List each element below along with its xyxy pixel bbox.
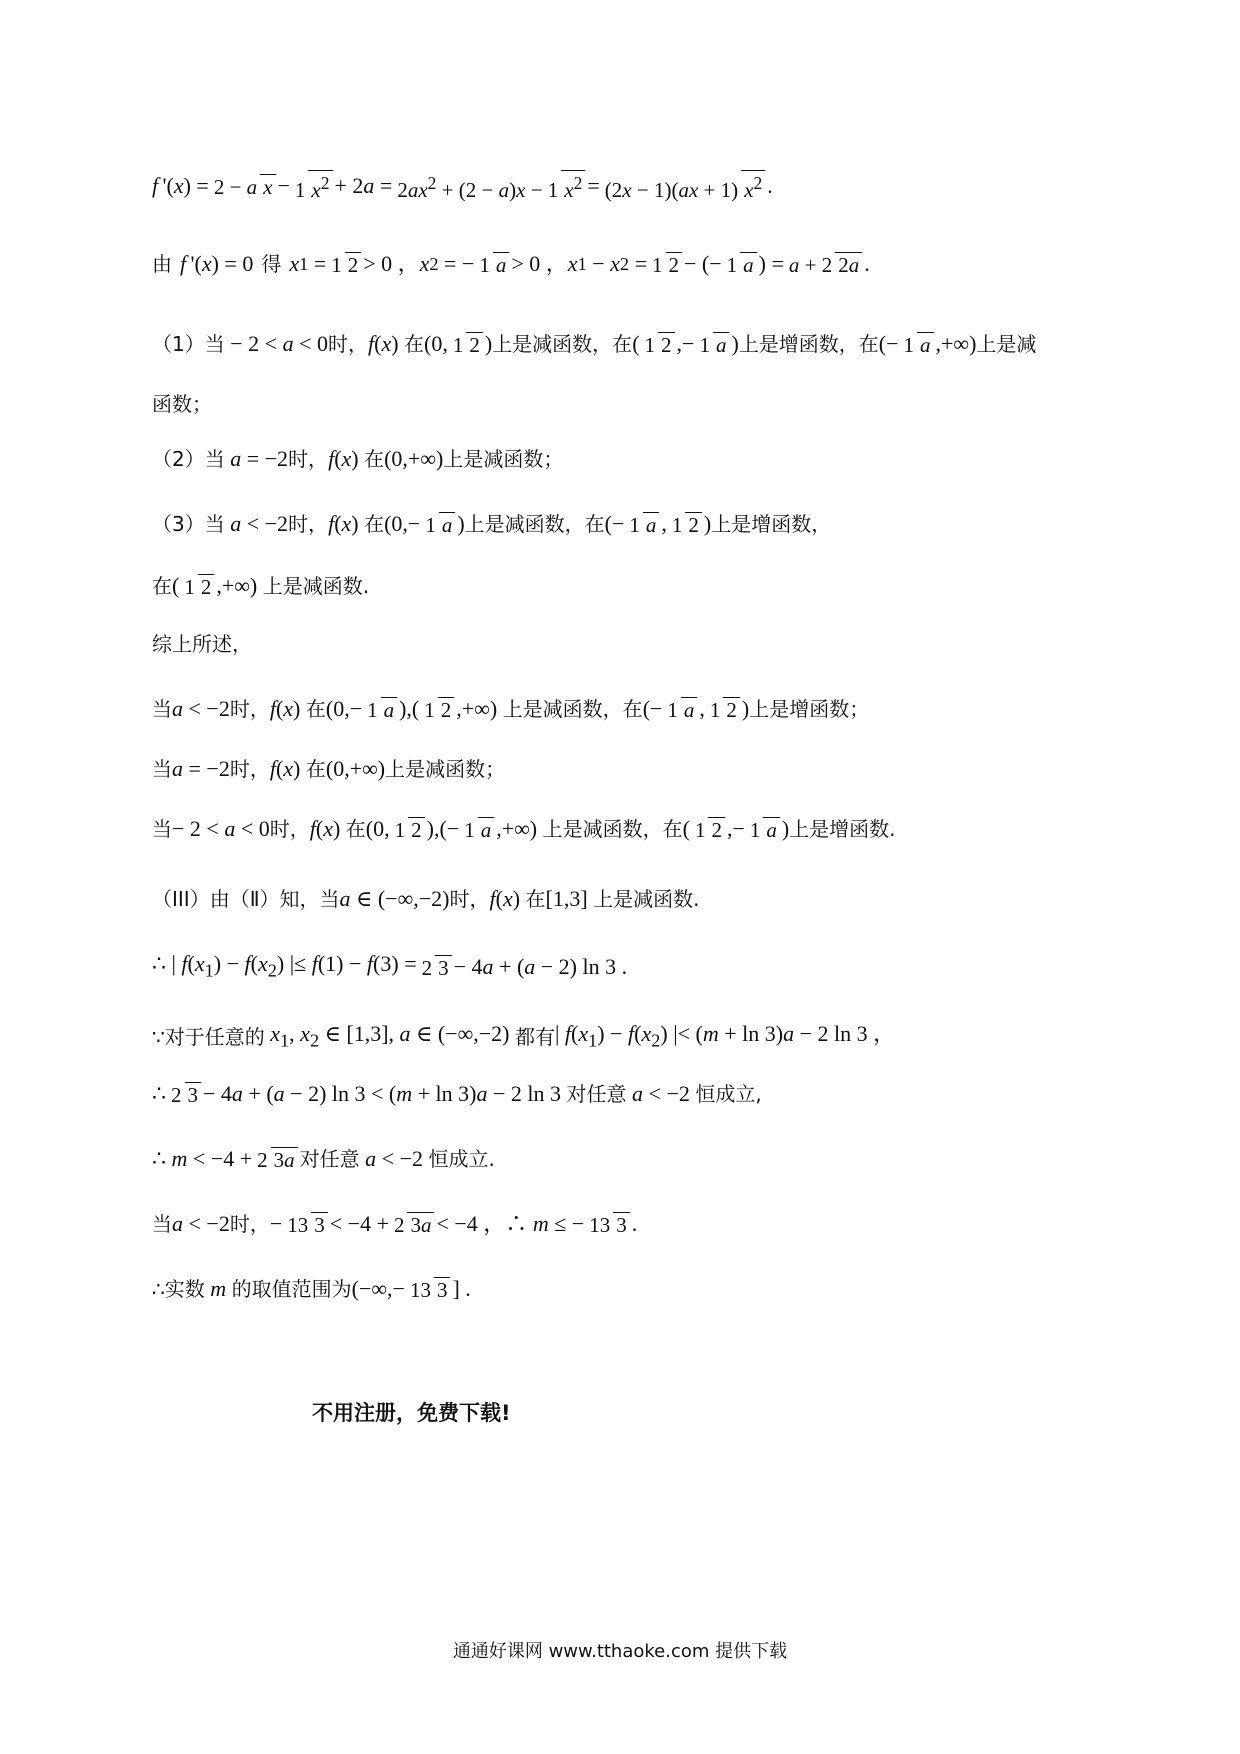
case1-line: （1）当 − 2 < a < 0 时， f ( x ) 在 (0, 1 2 ) 上是减函数，在 ( 1 2 ,− 1 a ) 上是增函数，在 (− 1 a ,+∞) 上是减 bbox=[152, 331, 1037, 357]
answer-line: ∴实数 m 的取值范围为 (−∞,− 13 3 ] . bbox=[152, 1276, 471, 1302]
part3-line: （III）由（Ⅱ）知，当 a ∈ (−∞,−2) 时， f ( x ) 在 [1,3] 上是减函数. bbox=[152, 886, 700, 911]
derivative-line: f '( x ) = 2 − a x − 1 $x^2$ + 2a = $2ax^2 + (2 - a)x - 1$ $x^2$ = (2x − 1)(ax + 1) $x^2$ . bbox=[152, 170, 773, 202]
promo-text: 不用注册，免费下载! bbox=[312, 1401, 511, 1425]
summary-3: 当 − 2 < a < 0 时， f ( x ) 在 (0, 1 2 ),(− 1 a ,+∞) 上是减函数，在 ( 1 2 ,− 1 a ) 上是增函数. bbox=[152, 816, 896, 842]
case1-cont: 函数； bbox=[152, 392, 212, 416]
summary-2: 当 a = −2 时， f ( x ) 在 (0,+∞) 上是减函数； bbox=[152, 756, 506, 781]
bound-line: 当 a < −2 时， − 13 3 < −4 + 2 3a < −4 ，∴ m ≤ − 13 3 . bbox=[152, 1211, 638, 1237]
page-footer: 通通好课网 www.tthaoke.com 提供下载 bbox=[452, 1641, 788, 1662]
inequality-1: ∴ | $f(x_1) - f(x_2)$ |≤ f(1) − f(3) = 2 3 − 4a + (a − 2) ln 3 . bbox=[152, 951, 628, 981]
summary-1: 当 a < −2 时， f ( x ) 在 (0,− 1 a ),( 1 2 ,+∞) 上是减函数，在 (− 1 a , 1 2 ) 上是增函数； bbox=[152, 696, 870, 722]
inequality-2: ∴ 2 3 − 4a + (a − 2) ln 3 < (m + ln 3)a − 2 ln 3 对任意 a < −2 恒成立, bbox=[152, 1081, 762, 1107]
case3-line: （3）当 a < −2 时， f ( x ) 在 (0,− 1 a ) 上是减函数，在 (− 1 a , 1 2 ) 上是增函数， bbox=[152, 511, 832, 537]
summary-heading: 综上所述， bbox=[152, 632, 252, 656]
condition-line: ∵对于任意的 $x_1$, $x_2$ ∈ [1,3], a ∈ (−∞,−2) 都有 | $f(x_1) - f(x_2)$ |< (m + ln 3)a − 2 ln 3 ， bbox=[152, 1021, 896, 1051]
roots-line: 由 f '( x ) = 0 得 x 1 = 1 2 > 0 ， x 2 = − 1 a > 0 ， x 1 − x 2 = 1 2 − (− 1 a ) = a + 2 2a . bbox=[152, 251, 870, 277]
inequality-3: ∴ m < −4 + 2 3a 对任意 a < −2 恒成立. bbox=[152, 1146, 495, 1172]
case2-line: （2）当 a = −2 时， f ( x ) 在 (0,+∞) 上是减函数； bbox=[152, 446, 564, 471]
case3-cont: 在 ( 1 2 ,+∞) 上是减函数. bbox=[152, 573, 370, 599]
